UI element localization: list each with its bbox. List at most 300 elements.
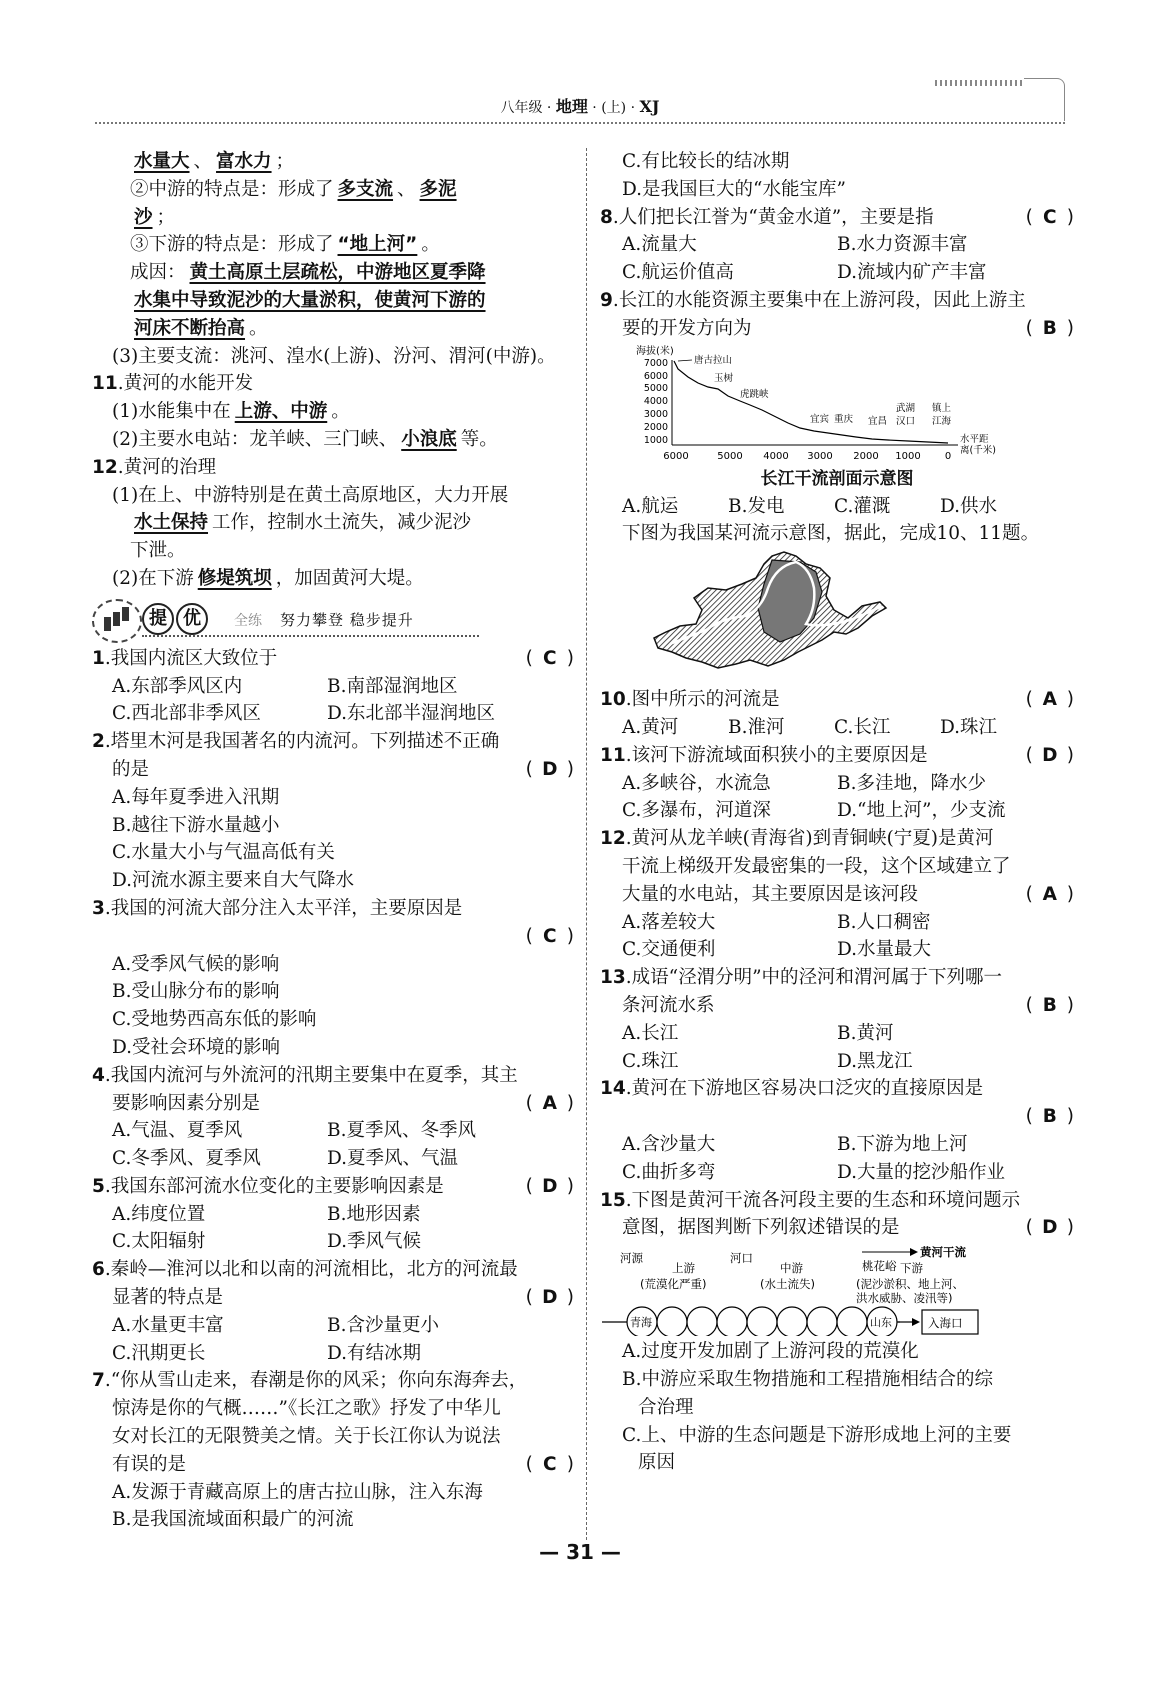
answer-bracket: ( B )	[1026, 1103, 1074, 1131]
option-d: D.“地上河”，少支流	[837, 800, 1006, 822]
option-d: D.受社会环境的影响	[112, 1036, 281, 1058]
place-label: 汉口	[896, 415, 916, 427]
answer-fill: 沙	[134, 206, 153, 228]
answer-fill: “地上河”	[337, 234, 418, 256]
option-c: C.多瀑布，河道深	[622, 800, 771, 822]
option-a: A.黄河	[622, 716, 679, 738]
question-number: 13	[600, 967, 626, 989]
place-label: 镇上	[932, 402, 952, 414]
option-c: C.太阳辐射	[112, 1231, 206, 1253]
answer-choice: A	[542, 1092, 557, 1114]
question-stem-cont	[92, 1284, 574, 1312]
profile-x-tick: 6000	[663, 450, 689, 462]
text: 、	[193, 151, 213, 172]
answer-choice: C	[542, 647, 557, 669]
river-map-figure	[600, 548, 1074, 686]
question-stem: .人们把长江誉为“黄金水道”，主要是指	[612, 206, 934, 228]
text-line	[92, 287, 574, 315]
header-title: 八年级 · 地理 · (上) · XJ	[500, 97, 660, 116]
option-b: B.夏季风、冬季风	[327, 1120, 476, 1142]
flow-label: 中游	[780, 1261, 803, 1276]
option-b: B.中游应采取生物措施和工程措施相结合的综	[622, 1368, 993, 1390]
banner-underline	[142, 635, 479, 637]
river-segment-circle	[687, 1307, 717, 1336]
question-stem: .长江的水能资源主要集中在上游河段，因此上游主	[612, 289, 1026, 311]
question-13	[600, 964, 1074, 992]
option-c: C.汛期更长	[112, 1342, 206, 1364]
answer-choice: C	[542, 925, 557, 947]
answer-bracket: ( D )	[526, 1173, 574, 1201]
answer-choice: D	[542, 758, 558, 780]
answer-bracket: ( C )	[1026, 204, 1074, 232]
question-stem-cont	[92, 1451, 574, 1479]
yellow-river-flow-diagram	[600, 1242, 1074, 1336]
answer-line	[600, 1103, 1074, 1131]
answer-fill: 富水力	[216, 151, 272, 172]
profile-y-label: 海拔(米)	[636, 345, 674, 357]
intro-text: 下图为我国某河流示意图，据此，完成10、11题。	[622, 523, 1040, 545]
question-stem-cont: 女对长江的无限赞美之情。关于长江你认为说法	[112, 1426, 501, 1448]
option-a: A.流量大	[622, 234, 697, 256]
answer-choice: D	[542, 1287, 558, 1309]
question-stem-cont	[92, 1090, 574, 1118]
text-line	[92, 315, 574, 343]
option-b: B.地形因素	[327, 1203, 421, 1225]
option-c: C.珠江	[622, 1050, 679, 1072]
question-stem: .成语“泾渭分明”中的泾河和渭河属于下列哪一	[625, 967, 1003, 989]
flow-label: 桃花峪	[862, 1259, 897, 1274]
option-c-cont: 原因	[638, 1452, 676, 1474]
left-column	[92, 148, 574, 1534]
question-stem: .我国内流区大致位于	[104, 647, 278, 669]
question-stem: .黄河从龙羊峡(青海省)到青铜峡(宁夏)是黄河	[625, 828, 994, 850]
options-row	[92, 1117, 574, 1145]
text: ；	[156, 206, 176, 228]
text-line	[92, 398, 574, 426]
answer-fill: 水集中导致泥沙的大量淤积，使黄河下游的	[134, 289, 486, 311]
option-a: A.落差较大	[622, 911, 716, 933]
flow-note: (荒漠化严重)	[640, 1277, 707, 1292]
header-edition: XJ	[639, 97, 660, 116]
place-label: 虎跳峡	[740, 388, 769, 400]
page-header	[95, 86, 1065, 124]
question-number: 11	[600, 744, 626, 766]
text: 的是	[112, 758, 150, 780]
question-stem-cont	[600, 1214, 1074, 1242]
options-row	[92, 1312, 574, 1340]
question-number: 8	[600, 206, 613, 228]
flow-mouth-label: 入海口	[928, 1316, 963, 1331]
answer-fill: 上游、中游	[234, 401, 328, 423]
profile-y-tick: 3000	[643, 408, 668, 420]
text-line	[92, 148, 574, 176]
question-number: 2	[92, 731, 105, 753]
option-b: B.下游为地上河	[837, 1133, 968, 1155]
page-number: — 31 —	[539, 1540, 621, 1564]
option-a: A.水量更丰富	[112, 1314, 224, 1336]
question-4	[92, 1062, 574, 1090]
text-line	[92, 426, 574, 454]
profile-y-tick: 2000	[643, 421, 668, 433]
text-line	[92, 565, 574, 593]
answer-bracket: ( A )	[1026, 881, 1074, 909]
option-b: B.水力资源丰富	[837, 234, 968, 256]
option-d: D.黑龙江	[837, 1050, 913, 1072]
answer-bracket: ( C )	[526, 923, 574, 951]
profile-y-tick: 7000	[643, 357, 668, 369]
option-b: B.越往下游水量越小	[112, 814, 280, 836]
text-line: (1)在上、中游特别是在黄土高原地区，大力开展	[112, 484, 509, 506]
profile-x-label: 水平距	[960, 433, 989, 445]
option-a: A.过度开发加剧了上游河段的荒漠化	[622, 1341, 919, 1363]
profile-x-tick: 3000	[807, 450, 833, 462]
place-label: 玉树	[714, 372, 734, 384]
question-6	[92, 1256, 574, 1284]
option-c: C.上、中游的生态问题是下游形成地上河的主要	[622, 1424, 1012, 1446]
option-c: C.航运价值高	[622, 262, 734, 284]
text: 大量的水电站，其主要原因是该河段	[622, 883, 919, 905]
option-b-cont: 合治理	[638, 1396, 694, 1418]
answer-choice: A	[1042, 689, 1057, 711]
text: 有误的是	[112, 1453, 187, 1475]
place-label: 宜宾	[810, 413, 830, 425]
question-1	[92, 645, 574, 673]
option-d: D.水量最大	[837, 939, 932, 961]
answer-fill: 小浪底	[401, 428, 457, 450]
question-2	[92, 728, 574, 756]
banner-subtitle: 全练	[234, 612, 262, 629]
flow-label: 下游	[900, 1261, 923, 1276]
answer-bracket: ( C )	[526, 1451, 574, 1479]
header-subject: 地理	[555, 97, 588, 116]
text-line	[92, 204, 574, 232]
question-stem: .黄河在下游地区容易决口泛灾的直接原因是	[625, 1078, 984, 1100]
profile-x-tick: 2000	[853, 450, 879, 462]
profile-x-tick: 0	[944, 450, 952, 462]
option-a: A.受季风气候的影响	[112, 953, 280, 975]
flow-note: (泥沙淤积、地上河、	[856, 1277, 964, 1292]
text-line	[92, 259, 574, 287]
answer-fill: 水土保持	[134, 512, 209, 534]
question-8	[600, 204, 1074, 232]
question-11	[92, 370, 574, 398]
options-row	[600, 1159, 1074, 1187]
river-segment-circle	[717, 1307, 747, 1336]
profile-y-tick: 1000	[643, 434, 668, 446]
river-segment-circle	[807, 1307, 837, 1336]
question-14	[600, 1075, 1074, 1103]
option-d: D.夏季风、气温	[327, 1148, 459, 1170]
question-number: 9	[600, 289, 613, 311]
options-row	[92, 1145, 574, 1173]
question-number: 6	[92, 1259, 105, 1281]
options-row	[600, 493, 1074, 521]
river-segment-circle	[747, 1307, 777, 1336]
question-9	[600, 287, 1074, 315]
text: (1)水能集中在	[112, 401, 231, 423]
options-row	[600, 770, 1074, 798]
question-7	[92, 1367, 574, 1395]
yellow-river-flow-figure	[600, 1242, 1074, 1338]
right-column	[600, 148, 1074, 1477]
flow-province: 山东	[870, 1316, 892, 1330]
profile-y-tick: 6000	[643, 370, 668, 382]
text-line	[92, 509, 574, 537]
text: 成因：	[130, 262, 186, 284]
option-a: A.纬度位置	[112, 1203, 206, 1225]
text: (2)在下游	[112, 567, 194, 589]
question-stem: .图中所示的河流是	[625, 689, 780, 711]
option-c: C.受地势西高东低的影响	[112, 1009, 317, 1031]
option-b: B.人口稠密	[837, 911, 931, 933]
answer-fill: 修堤筑坝	[197, 567, 272, 589]
options-row	[92, 1228, 574, 1256]
options-row	[92, 673, 574, 701]
answer-bracket: ( A )	[1026, 686, 1074, 714]
river-segment-circle	[837, 1307, 867, 1336]
question-number: 3	[92, 897, 105, 919]
question-stem: .我国的河流大部分注入太平洋，主要原因是	[104, 897, 463, 919]
option-b: B.含沙量更小	[327, 1314, 439, 1336]
column-divider	[586, 148, 587, 1540]
options-row	[600, 1020, 1074, 1048]
text-line	[92, 176, 574, 204]
option-a: A.每年夏季进入汛期	[112, 786, 280, 808]
question-15	[600, 1187, 1074, 1215]
answer-choice: D	[1042, 1217, 1058, 1239]
question-12	[92, 454, 574, 482]
option-a: A.航运	[622, 495, 679, 517]
question-stem-cont	[600, 881, 1074, 909]
option-c: C.有比较长的结冰期	[622, 151, 790, 172]
header-grade: 八年级	[500, 100, 543, 116]
text-line: (3)主要支流：洮河、湟水(上游)、汾河、渭河(中游)。	[112, 345, 556, 367]
answer-choice: C	[1042, 206, 1057, 228]
options-row	[600, 909, 1074, 937]
question-10	[600, 686, 1074, 714]
question-stem: .“你从雪山走来，春潮是你的风采；你向东海奔去，	[104, 1370, 528, 1392]
flow-label: 河口	[730, 1251, 753, 1266]
answer-choice: D	[1042, 744, 1058, 766]
option-b: B.受山脉分布的影响	[112, 981, 280, 1003]
question-stem-cont	[600, 992, 1074, 1020]
question-3	[92, 895, 574, 923]
river-segment-circle	[657, 1307, 687, 1336]
answer-bracket: ( D )	[526, 1284, 574, 1312]
question-number: 7	[92, 1370, 105, 1392]
profile-y-tick: 5000	[643, 382, 668, 394]
place-label: 武湖	[896, 402, 916, 414]
profile-caption: 长江干流剖面示意图	[760, 468, 914, 489]
option-a: A.东部季风区内	[112, 675, 243, 697]
place-label: 江海	[932, 415, 952, 427]
profile-x-tick: 5000	[717, 450, 743, 462]
text: ，加固黄河大堤。	[275, 567, 424, 589]
options-row	[92, 1201, 574, 1229]
text: 等。	[460, 428, 498, 450]
question-stem: .该河下游流域面积狭小的主要原因是	[625, 744, 928, 766]
option-b: B.发电	[728, 495, 785, 517]
answer-bracket: ( D )	[1026, 1214, 1074, 1242]
flow-note: (水土流失)	[760, 1277, 815, 1292]
question-number: 4	[92, 1064, 105, 1086]
profile-y-tick: 4000	[643, 395, 668, 407]
text: 工作，控制水土流失，减少泥沙	[212, 512, 472, 534]
question-stem: .下图是黄河干流各河段主要的生态和环境问题示	[625, 1189, 1021, 1211]
option-c: C.长江	[834, 716, 891, 738]
banner-char: 优	[176, 603, 208, 635]
option-d: D.东北部半湿润地区	[327, 703, 496, 725]
option-b: B.淮河	[728, 716, 785, 738]
answer-choice: B	[1042, 994, 1057, 1016]
option-c: C.交通便利	[622, 939, 716, 961]
flow-label: 河源	[620, 1251, 643, 1266]
option-d: D.季风气候	[327, 1231, 422, 1253]
question-stem-cont: 惊涛是你的气概……”《长江之歌》抒发了中华儿	[112, 1398, 501, 1420]
answer-fill: 多支流	[337, 178, 394, 200]
answer-choice: B	[1042, 317, 1057, 339]
options-row	[600, 936, 1074, 964]
answer-bracket: ( A )	[526, 1090, 574, 1118]
options-row	[600, 1048, 1074, 1076]
question-number: 14	[600, 1078, 626, 1100]
question-5	[92, 1173, 574, 1201]
flow-title: 黄河干流	[920, 1245, 966, 1260]
text: 条河流水系	[622, 994, 715, 1016]
answer-fill: 多泥	[419, 178, 457, 200]
option-c: C.曲折多弯	[622, 1161, 716, 1183]
option-d: D.供水	[940, 495, 998, 517]
answer-choice: C	[542, 1453, 557, 1475]
profile-x-label: 离(千米)	[960, 444, 996, 456]
options-row	[92, 1340, 574, 1368]
text: ③下游的特点是：形成了	[130, 234, 334, 256]
answer-fill: 河床不断抬高	[134, 317, 246, 339]
flow-note: 洪水威胁、凌汛等)	[856, 1291, 953, 1306]
yangtze-profile-figure	[600, 343, 1074, 493]
option-d: D.流域内矿产丰富	[837, 262, 987, 284]
option-c: C.灌溉	[834, 495, 891, 517]
option-c: C.冬季风、夏季风	[112, 1148, 261, 1170]
place-label: 重庆	[834, 413, 854, 425]
banner-slogan: 努力攀登 稳步提升	[280, 610, 414, 629]
question-stem: .黄河的水能开发	[117, 373, 254, 395]
text: ；	[275, 151, 295, 172]
answer-choice: A	[1042, 883, 1057, 905]
option-a: A.含沙量大	[622, 1133, 716, 1155]
banner-title	[142, 603, 210, 635]
question-stem-cont	[600, 315, 1074, 343]
river-segment-circle	[777, 1307, 807, 1336]
answer-line	[92, 923, 574, 951]
answer-bracket: ( B )	[1026, 992, 1074, 1020]
flow-province: 青海	[630, 1316, 652, 1330]
option-b: B.多洼地，降水少	[837, 772, 986, 794]
text: 要影响因素分别是	[112, 1092, 261, 1114]
place-label: 宜昌	[868, 415, 888, 427]
answer-bracket: ( C )	[526, 645, 574, 673]
text: 显著的特点是	[112, 1287, 224, 1309]
option-d: D.大量的挖沙船作业	[837, 1161, 1006, 1183]
answer-bracket: ( B )	[1026, 315, 1074, 343]
option-b: B.黄河	[837, 1022, 894, 1044]
text: ②中游的特点是：形成了	[130, 178, 334, 200]
text: 。	[249, 317, 268, 339]
text: 。	[331, 401, 350, 423]
bar-chart-icon	[92, 599, 142, 643]
text-line	[92, 231, 574, 259]
question-number: 12	[600, 828, 626, 850]
question-stem: .塔里木河是我国著名的内流河。下列描述不正确	[104, 731, 500, 753]
option-b: B.南部湿润地区	[327, 675, 458, 697]
question-number: 10	[600, 689, 626, 711]
question-11b	[600, 742, 1074, 770]
question-number: 11	[92, 373, 118, 395]
question-stem-cont: 干流上梯级开发最密集的一段，这个区域建立了	[622, 855, 1011, 877]
question-number: 5	[92, 1175, 105, 1197]
options-row	[600, 714, 1074, 742]
arrowhead-icon	[912, 1318, 920, 1326]
answer-bracket: ( D )	[1026, 742, 1074, 770]
answer-fill: 黄土高原土层疏松，中游地区夏季降	[189, 262, 486, 284]
options-row	[600, 797, 1074, 825]
option-c: C.水量大小与气温高低有关	[112, 842, 335, 864]
section-banner	[92, 599, 574, 639]
profile-x-tick: 4000	[763, 450, 789, 462]
place-label: 唐古拉山	[694, 354, 733, 366]
option-d: D.河流水源主要来自大气降水	[112, 870, 355, 892]
header-volume: (上)	[601, 100, 627, 116]
text: 、	[397, 178, 416, 200]
question-stem: .我国东部河流水位变化的主要影响因素是	[104, 1175, 444, 1197]
option-a: A.发源于青藏高原上的唐古拉山脉，注入东海	[112, 1481, 483, 1503]
question-12b	[600, 825, 1074, 853]
option-c: C.西北部非季风区	[112, 703, 261, 725]
option-d: D.珠江	[940, 716, 998, 738]
flow-label: 上游	[672, 1261, 695, 1276]
question-stem: .黄河的治理	[117, 456, 217, 478]
option-d: D.是我国巨大的“水能宝库”	[622, 178, 846, 200]
options-row	[600, 231, 1074, 259]
yangtze-profile-diagram	[628, 343, 1028, 465]
options-row	[600, 259, 1074, 287]
option-a: A.长江	[622, 1022, 679, 1044]
text-line: 下泄。	[130, 540, 186, 562]
text: 要的开发方向为	[622, 317, 752, 339]
option-d: D.有结冰期	[327, 1342, 422, 1364]
text: (2)主要水电站：龙羊峡、三门峡、	[112, 428, 398, 450]
option-a: A.多峡谷，水流急	[622, 772, 771, 794]
question-stem: .秦岭—淮河以北和以南的河流相比，北方的河流最	[104, 1259, 518, 1281]
options-row	[92, 700, 574, 728]
banner-char: 提	[142, 603, 174, 635]
text: 。	[421, 234, 440, 256]
question-number: 1	[92, 647, 105, 669]
answer-choice: B	[1042, 1106, 1057, 1128]
question-number: 15	[600, 1189, 626, 1211]
options-row	[600, 1131, 1074, 1159]
place-arrow	[678, 360, 692, 361]
question-stem-cont	[92, 756, 574, 784]
arrowhead-icon	[910, 1248, 918, 1256]
answer-fill: 水量大	[134, 151, 190, 172]
question-number: 12	[92, 456, 118, 478]
answer-bracket: ( D )	[526, 756, 574, 784]
question-stem: .我国内流河与外流河的汛期主要集中在夏季，其主	[104, 1064, 518, 1086]
option-b: B.是我国流域面积最广的河流	[112, 1509, 354, 1531]
profile-x-tick: 1000	[895, 450, 921, 462]
text: 意图，据图判断下列叙述错误的是	[622, 1217, 900, 1239]
